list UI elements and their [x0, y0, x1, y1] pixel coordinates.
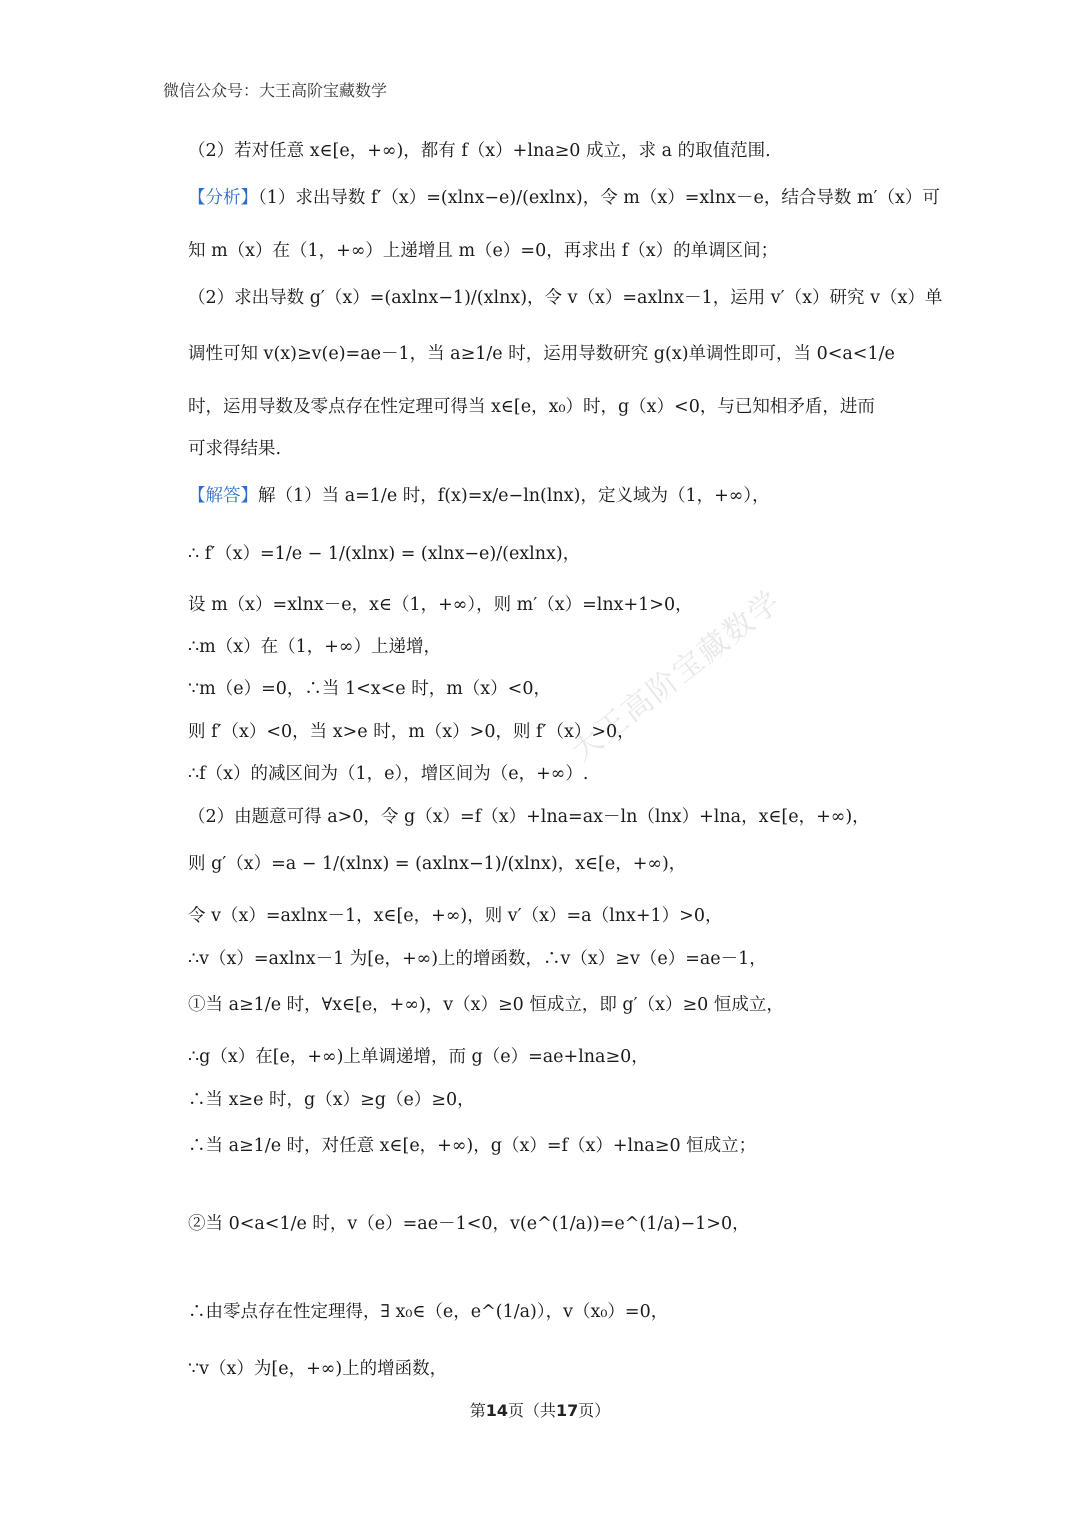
solution-line-16: ②当 0<a<1/e 时，v（e）=ae－1<0，v(e^(1/a))=e^(1/a)−1>0，	[188, 1214, 750, 1234]
solution-line-17: ∴由零点存在性定理得，∃ x₀∈（e，e^(1/a)），v（x₀）=0，	[188, 1302, 669, 1322]
footer-total-pages: 17	[556, 1401, 579, 1420]
solution-line-11: ∴v（x）=axlnx－1 为[e，+∞)上的增函数，∴v（x）≥v（e）=ae－1，	[188, 949, 767, 969]
footer-prefix: 第	[469, 1401, 486, 1420]
analysis-line-4: 调性可知 v(x)≥v(e)=ae－1，当 a≥1/e 时，运用导数研究 g(x)单调性即可，当 0<a<1/e	[188, 344, 895, 364]
solution-line-2: ∴ f′（x）=1/e − 1/(xlnx) = (xlnx−e)/(exlnx)，	[188, 544, 581, 564]
solution-line-3: 设 m（x）=xlnx－e，x∈（1，+∞），则 m′（x）=lnx+1>0，	[188, 595, 693, 615]
solution-line-14: ∴当 x≥e 时，g（x）≥g（e）≥0，	[188, 1090, 475, 1110]
solution-line-7: ∴f（x）的减区间为（1，e），增区间为（e，+∞）.	[188, 764, 589, 784]
solution-line-15: ∴当 a≥1/e 时，对任意 x∈[e，+∞)，g（x）=f（x）+lna≥0 恒成立；	[188, 1136, 757, 1156]
solution-line-4: ∴m（x）在（1，+∞）上递增，	[188, 637, 441, 657]
solution-line-12: ①当 a≥1/e 时，∀x∈[e，+∞)，v（x）≥0 恒成立，即 g′（x）≥0 恒成立，	[188, 995, 784, 1015]
solution-line-6: 则 f′（x）<0，当 x>e 时，m（x）>0，则 f′（x）>0，	[188, 722, 635, 742]
solution-line-8: （2）由题意可得 a>0，令 g（x）=f（x）+lna=ax－ln（lnx）+lna，x∈[e，+∞)，	[188, 807, 870, 827]
analysis-line-5: 时，运用导数及零点存在性定理可得当 x∈[e，x₀）时，g（x）<0，与已知相矛盾，进而	[188, 397, 875, 417]
solution-line-1: 【解答】解（1）当 a=1/e 时，f(x)=x/e−ln(lnx)，定义域为（1，+∞），	[188, 486, 770, 506]
page-header: 微信公众号：大王高阶宝藏数学	[163, 81, 388, 100]
solution-line-13: ∴g（x）在[e，+∞)上单调递增，而 g（e）=ae+lna≥0，	[188, 1047, 649, 1067]
analysis-line-3: （2）求出导数 g′（x）=(axlnx−1)/(xlnx)，令 v（x）=axlnx－1，运用 v′（x）研究 v（x）单	[188, 288, 943, 308]
analysis-line-1: 【分析】（1）求出导数 f′（x）=(xlnx−e)/(exlnx)，令 m（x）=xlnx－e，结合导数 m′（x）可	[188, 188, 940, 208]
analysis-line-2: 知 m（x）在（1，+∞）上递增且 m（e）=0，再求出 f（x）的单调区间；	[188, 241, 779, 261]
solution-line-9: 则 g′（x）=a − 1/(xlnx) = (axlnx−1)/(xlnx)，x∈[e，+∞)，	[188, 854, 687, 874]
section-tag: 【分析】	[188, 188, 258, 208]
footer-middle: 页（共	[507, 1401, 556, 1420]
footer-suffix: 页）	[578, 1401, 611, 1420]
page-footer	[0, 1398, 1080, 1421]
analysis-line-6: 可求得结果.	[188, 439, 282, 459]
problem-part-2: （2）若对任意 x∈[e，+∞)，都有 f（x）+lna≥0 成立，求 a 的取值范围.	[188, 141, 771, 161]
section-tag: 【解答】	[188, 486, 258, 506]
solution-line-18: ∵v（x）为[e，+∞)上的增函数，	[188, 1359, 448, 1379]
solution-line-5: ∵m（e）=0，∴当 1<x<e 时，m（x）<0，	[188, 679, 551, 699]
watermark: 大王高阶宝藏数学	[564, 583, 789, 769]
solution-line-10: 令 v（x）=axlnx－1，x∈[e，+∞)，则 v′（x）=a（lnx+1）>0，	[188, 906, 723, 926]
footer-page-number: 14	[485, 1401, 508, 1420]
